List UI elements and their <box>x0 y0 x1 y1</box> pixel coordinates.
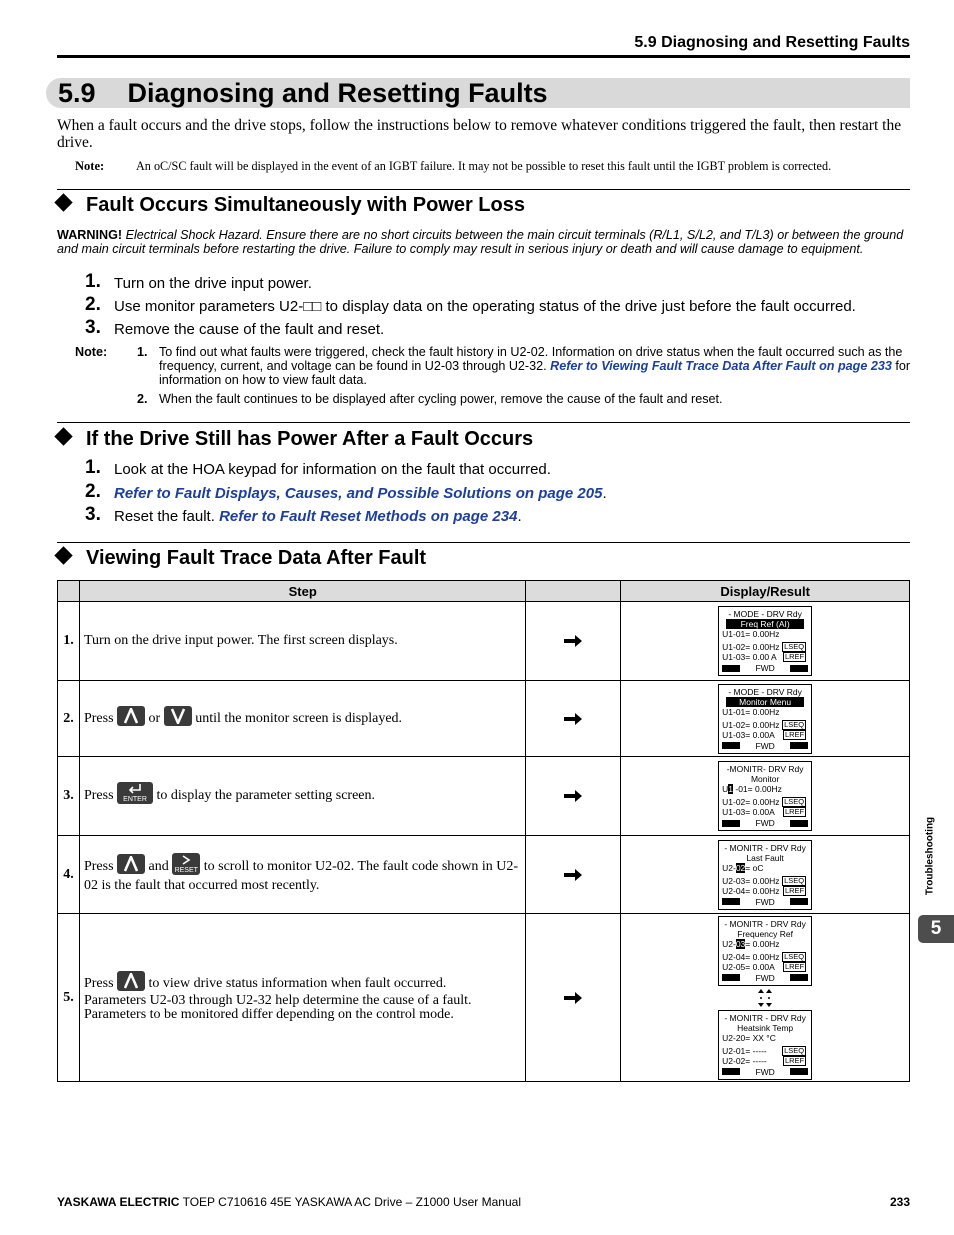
step-description: Press to view drive status information when fault occurred. Parameters U2-03 through U2-32 help determine the cause of a fault. Parameters to be monitored differ depending on the control mode. <box>79 914 525 1082</box>
up-key-icon <box>117 706 145 726</box>
enter-key-icon: ENTER <box>117 782 153 804</box>
diamond-bullet-icon <box>54 193 72 211</box>
lcd-screen: - MODE - DRV Rdy Freq Ref (AI) U1-01= 0.00Hz U1-02= 0.00Hz LSEQ U1-03= 0.00 A LREF FWD <box>718 606 812 676</box>
section-rule <box>57 422 910 423</box>
note-label: Note: <box>75 345 108 359</box>
section-heading-still-has-power: If the Drive Still has Power After a Fault Occurs <box>57 428 533 451</box>
link-fault-reset-methods[interactable]: Refer to Fault Reset Methods on page 234 <box>219 508 518 525</box>
column-header-step: Step <box>79 581 525 602</box>
title-text: Diagnosing and Resetting Faults <box>127 78 548 108</box>
note-item: To find out what faults were triggered, check the fault history in U2-02. Information on drive status when the fault occurred such as the frequency, current, and voltage can be found in U2-03 through U2-32. Refer to Viewing Fault Trace Data After Fault on page 233 for information on how to view fault data. <box>159 345 911 387</box>
table-row <box>58 914 910 1082</box>
step-number: 1. <box>85 457 101 478</box>
section-heading-fault-trace: Viewing Fault Trace Data After Fault <box>57 547 426 570</box>
chapter-tab[interactable]: 5 <box>918 915 954 943</box>
table-row <box>58 836 910 914</box>
warning-label: WARNING! <box>57 228 123 242</box>
footer-text: YASKAWA ELECTRIC TOEP C710616 45E YASKAWA AC Drive – Z1000 User Manual <box>57 1195 521 1209</box>
section-heading-power-loss: Fault Occurs Simultaneously with Power Loss <box>57 194 525 217</box>
note-item: When the fault continues to be displayed after cycling power, remove the cause of the fault and reset. <box>159 392 723 406</box>
lcd-screen: - MONITR - DRV Rdy Last Fault U2-02= oC U2-03= 0.00Hz LSEQ U2-04= 0.00Hz LREF FWD <box>718 840 812 910</box>
step-number: 2. <box>85 294 101 315</box>
step-text: Look at the HOA keypad for information on the fault that occurred. <box>114 461 551 478</box>
right-arrow-icon <box>564 635 582 647</box>
up-key-icon <box>117 971 145 991</box>
fault-trace-table <box>57 580 910 1082</box>
right-arrow-icon <box>564 992 582 1004</box>
step-text: Remove the cause of the fault and reset. <box>114 321 385 338</box>
column-header-display: Display/Result <box>621 581 910 602</box>
side-tab-label: Troubleshooting <box>924 816 936 896</box>
table-row <box>58 602 910 681</box>
warning-block <box>57 228 915 256</box>
lcd-screen: - MONITR - DRV Rdy Heatsink Temp U2-20= XX °C U2-01= ----- LSEQ U2-02= ----- LREF FWD <box>718 1010 812 1080</box>
step-description: Press ENTER to display the parameter setting screen. <box>79 757 525 836</box>
table-row <box>58 681 910 757</box>
scroll-arrows-icon <box>758 989 772 1007</box>
row-number: 1. <box>58 602 80 681</box>
up-key-icon <box>117 854 145 874</box>
intro-paragraph: When a fault occurs and the drive stops, follow the instructions below to remove whatever conditions triggered the fault, then restart the drive. <box>57 117 902 151</box>
title-number: 5.9 <box>58 78 96 108</box>
step-description: Press and RESET to scroll to monitor U2-02. The fault code shown in U2-02 is the fault that occurred most recently. <box>79 836 525 914</box>
row-number: 4. <box>58 836 80 914</box>
note-label: Note: <box>75 159 105 173</box>
step-number: 3. <box>85 504 101 525</box>
down-key-icon <box>164 706 192 726</box>
link-viewing-fault-trace[interactable]: Refer to Viewing Fault Trace Data After Fault on page 233 <box>550 359 892 373</box>
header-rule <box>57 55 910 58</box>
table-row <box>58 757 910 836</box>
right-arrow-icon <box>564 790 582 802</box>
step-number: 2. <box>85 481 101 502</box>
section-rule <box>57 189 910 190</box>
warning-text: Electrical Shock Hazard. Ensure there are no short circuits between the main circuit terminals (R/L1, S/L2, and T/L3) or between the ground and main circuit terminals before restarting the drive. Failure to comply may result in serious injury or death and will cause damage to equipment. <box>57 228 904 256</box>
table-header-row <box>58 581 910 602</box>
step-text: Refer to Fault Displays, Causes, and Possible Solutions on page 205. <box>114 485 607 502</box>
step-text: Turn on the drive input power. <box>114 275 312 292</box>
lcd-screen: - MONITR - DRV Rdy Frequency Ref U2-03= 0.00Hz U2-04= 0.00Hz LSEQ U2-05= 0.00A LREF FWD <box>718 916 812 986</box>
note-number: 2. <box>137 392 148 406</box>
running-header: 5.9 Diagnosing and Resetting Faults <box>634 34 910 51</box>
lcd-screen: -MONITR- DRV Rdy Monitor U1 -01= 0.00Hz U1-02= 0.00Hz LSEQ U1-03= 0.00A LREF FWD <box>718 761 812 831</box>
row-number: 5. <box>58 914 80 1082</box>
section-rule <box>57 542 910 543</box>
diamond-bullet-icon <box>54 427 72 445</box>
right-arrow-icon <box>564 869 582 881</box>
side-tab-label-wrap <box>923 806 937 906</box>
step-number: 3. <box>85 317 101 338</box>
step-description: Turn on the drive input power. The first screen displays. <box>79 602 525 681</box>
diamond-bullet-icon <box>54 546 72 564</box>
row-number: 3. <box>58 757 80 836</box>
link-fault-displays[interactable]: Refer to Fault Displays, Causes, and Possible Solutions on page 205 <box>114 485 603 502</box>
step-description: Press or until the monitor screen is displayed. <box>79 681 525 757</box>
footer-brand: YASKAWA ELECTRIC <box>57 1195 180 1209</box>
step-text: Reset the fault. Refer to Fault Reset Methods on page 234. <box>114 508 522 525</box>
right-arrow-icon <box>564 713 582 725</box>
note-number: 1. <box>137 345 148 359</box>
step-number: 1. <box>85 271 101 292</box>
lcd-screen: - MODE - DRV Rdy Monitor Menu U1-01= 0.00Hz U1-02= 0.00Hz LSEQ U1-03= 0.00A LREF FWD <box>718 684 812 754</box>
note-text: An oC/SC fault will be displayed in the event of an IGBT failure. It may not be possible to reset this fault until the IGBT problem is corrected. <box>136 159 832 173</box>
row-number: 2. <box>58 681 80 757</box>
reset-key-icon: RESET <box>172 853 200 875</box>
page-number: 233 <box>889 1195 910 1209</box>
page-title <box>58 78 548 109</box>
step-text: Use monitor parameters U2-□□ to display data on the operating status of the drive just before the fault occurred. <box>114 298 856 315</box>
